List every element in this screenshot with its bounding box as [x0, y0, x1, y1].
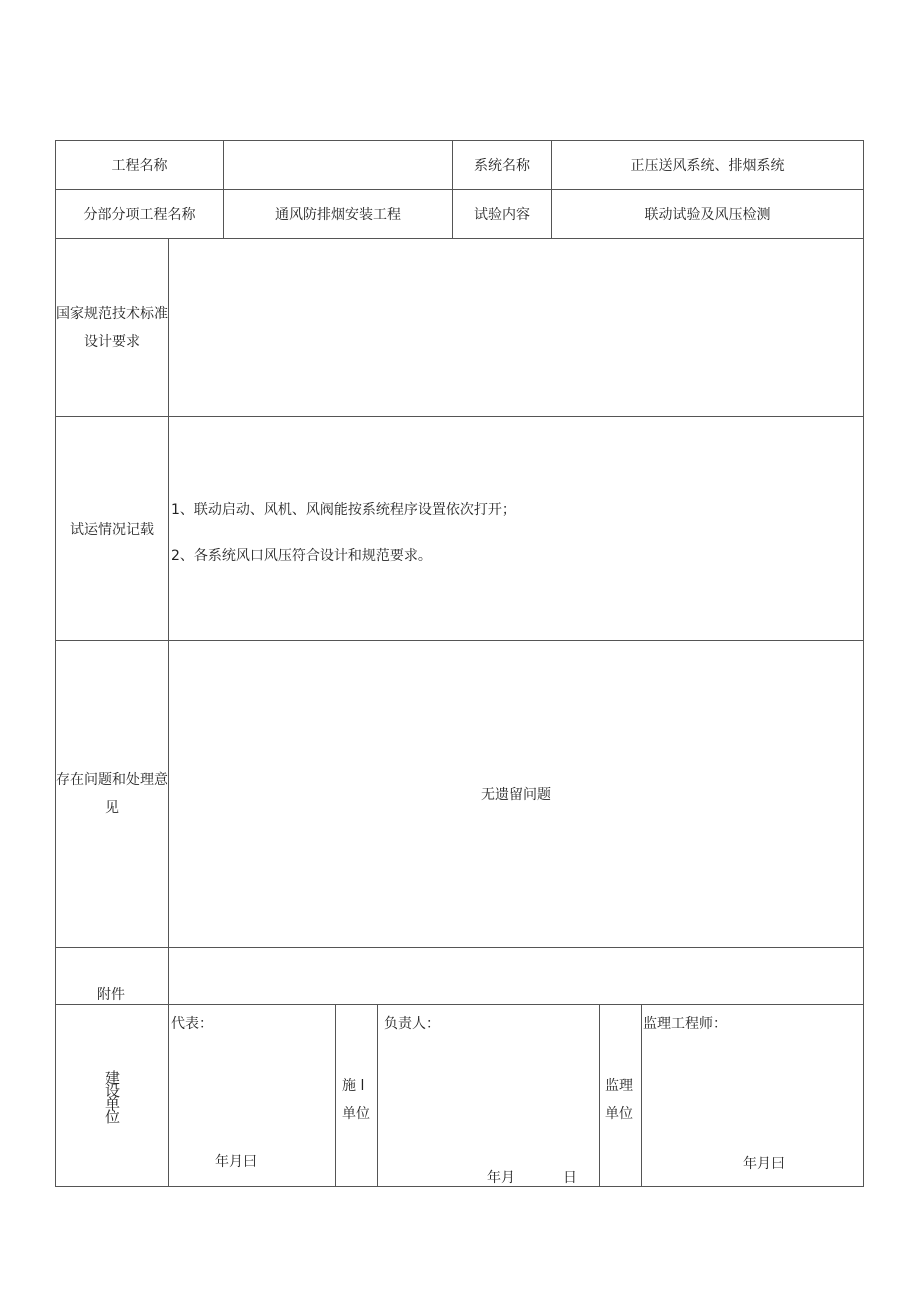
- project-name-label-cell: [55, 140, 224, 190]
- issues-label: 存在问题和处理意见: [56, 772, 168, 816]
- attachments-label-cell: [55, 947, 169, 1005]
- trial-record-item: 1、联动启动、风机、风阀能按系统程序设置依次打开；: [171, 502, 516, 518]
- constructor-date-d: 日: [563, 1170, 577, 1186]
- test-content-value: 联动试验及风压检测: [644, 207, 771, 223]
- owner-unit-label-cell: [55, 1004, 169, 1187]
- system-name-value-cell: [551, 140, 864, 190]
- trial-record-item: 2、各系统风口风压符合设计和规范要求。: [171, 548, 432, 564]
- supervisor-rep-label: 监理工程师：: [643, 1016, 727, 1032]
- trial-record-label: 试运情况记载: [70, 521, 154, 538]
- test-content-label: 试验内容: [474, 207, 530, 223]
- test-content-label-cell: [452, 189, 552, 239]
- sub-project-value-cell: [223, 189, 453, 239]
- system-name-value: 正压送风系统、排烟系统: [630, 158, 785, 174]
- trial-record-value-cell: [168, 416, 864, 641]
- standards-label-cell: [55, 238, 169, 417]
- attachments-value-cell: [168, 947, 864, 1005]
- supervisor-unit-label-line1: 监理: [605, 1078, 633, 1094]
- issues-value-cell: [168, 640, 864, 948]
- sub-project-value: 通风防排烟安装工程: [275, 207, 401, 223]
- constructor-unit-label-line1: 施 l: [342, 1078, 365, 1094]
- system-name-label: 系统名称: [474, 158, 530, 174]
- supervisor-date: 年月曰: [743, 1156, 785, 1172]
- project-name-value-cell: [223, 140, 453, 190]
- constructor-unit-label-cell: [335, 1004, 378, 1187]
- constructor-signature-cell: [377, 1004, 600, 1187]
- test-content-value-cell: [551, 189, 864, 239]
- owner-date: 年月曰: [215, 1154, 257, 1170]
- system-name-label-cell: [452, 140, 552, 190]
- supervisor-unit-label-cell: [599, 1004, 642, 1187]
- owner-unit-label: 建设单位: [103, 1069, 121, 1122]
- sub-project-label: 分部分项工程名称: [83, 207, 196, 223]
- sub-project-label-cell: [55, 189, 224, 239]
- issues-label-cell: [55, 640, 169, 948]
- trial-record-label-cell: [55, 416, 169, 641]
- attachments-label: 附件: [97, 987, 125, 1003]
- standards-value-cell: [168, 238, 864, 417]
- standards-label: 国家规范技术标准设计要求: [56, 305, 168, 350]
- supervisor-unit-label-line2: 单位: [605, 1106, 633, 1122]
- constructor-date-ym: 年月: [487, 1170, 515, 1186]
- issues-value: 无遗留问题: [481, 787, 551, 803]
- owner-signature-cell: [168, 1004, 336, 1187]
- constructor-rep-label: 负责人：: [384, 1016, 440, 1032]
- project-name-label: 工程名称: [111, 158, 168, 174]
- constructor-unit-label-line2: 单位: [342, 1106, 370, 1122]
- supervisor-signature-cell: [641, 1004, 864, 1187]
- owner-rep-label: 代表：: [171, 1016, 213, 1032]
